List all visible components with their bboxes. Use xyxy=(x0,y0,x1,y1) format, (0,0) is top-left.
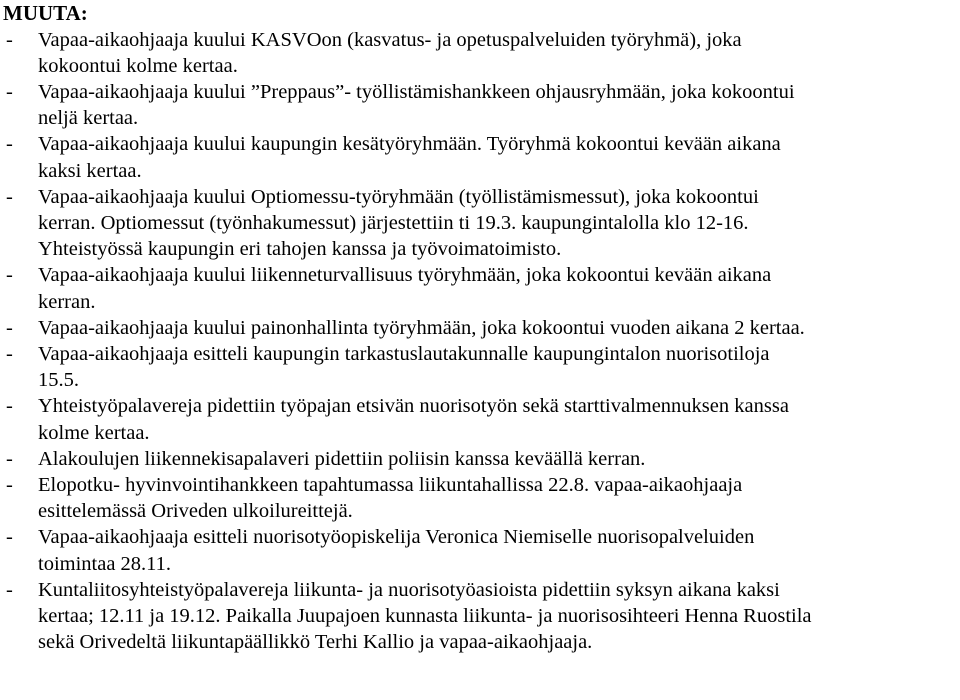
item-line: kerran. Optiomessut (työnhakumessut) järjestettiin ti 19.3. kaupungintalolla klo 12-16. xyxy=(38,211,749,234)
bullet-dash: - xyxy=(6,28,13,51)
item-line: kokoontui kolme kertaa. xyxy=(38,54,238,77)
list-item xyxy=(0,79,960,131)
bullet-dash: - xyxy=(6,578,13,601)
list-item xyxy=(0,446,960,472)
list-item xyxy=(0,184,960,263)
item-line: Yhteistyöpalavereja pidettiin työpajan etsivän nuorisotyön sekä starttivalmennuksen kanssa xyxy=(38,395,789,418)
bullet-dash: - xyxy=(6,526,13,549)
item-line: Alakoulujen liikennekisapalaveri pidettiin poliisin kanssa keväällä kerran. xyxy=(38,447,646,470)
list-item xyxy=(0,472,960,524)
item-line: Vapaa-aikaohjaaja kuului ”Preppaus”- työllistämishankkeen ohjausryhmään, joka kokoontui xyxy=(38,80,795,103)
item-line: Vapaa-aikaohjaaja esitteli kaupungin tarkastuslautakunnalle kaupungintalon nuorisotiloja xyxy=(38,342,770,365)
item-line: Vapaa-aikaohjaaja kuului liikenneturvallisuus työryhmään, joka kokoontui kevään aikana xyxy=(38,264,772,287)
item-line: Vapaa-aikaohjaaja kuului kaupungin kesätyöryhmään. Työryhmä kokoontui kevään aikana xyxy=(38,133,781,156)
bullet-dash: - xyxy=(6,133,13,156)
bullet-dash: - xyxy=(6,342,13,365)
list-item xyxy=(0,262,960,314)
bullet-dash: - xyxy=(6,473,13,496)
list-item xyxy=(0,393,960,445)
item-line: Yhteistyössä kaupungin eri tahojen kanssa ja työvoimatoimisto. xyxy=(38,238,562,261)
item-line: Vapaa-aikaohjaaja kuului painonhallinta työryhmään, joka kokoontui vuoden aikana 2 kertaa. xyxy=(38,316,805,339)
bullet-dash: - xyxy=(6,264,13,287)
bullet-dash: - xyxy=(6,316,13,339)
list-item xyxy=(0,27,960,79)
item-line: neljä kertaa. xyxy=(38,107,139,130)
item-line: Vapaa-aikaohjaaja esitteli nuorisotyöopiskelija Veronica Niemiselle nuorisopalveluiden xyxy=(38,526,755,549)
item-line: 15.5. xyxy=(38,369,79,392)
item-line: kertaa; 12.11 ja 19.12. Paikalla Juupajoen kunnasta liikunta- ja nuorisosihteeri Henna Ruostila xyxy=(38,604,812,627)
item-line: Vapaa-aikaohjaaja kuului Optiomessu-työryhmään (työllistämismessut), joka kokoontui xyxy=(38,185,759,208)
item-line: Elopotku- hyvinvointihankkeen tapahtumassa liikuntahallissa 22.8. vapaa-aikaohjaaja xyxy=(38,473,743,496)
list-item xyxy=(0,341,960,393)
bullet-dash: - xyxy=(6,447,13,470)
activity-list xyxy=(0,27,960,656)
list-item xyxy=(0,524,960,576)
list-item xyxy=(0,131,960,183)
list-item xyxy=(0,577,960,656)
item-line: kolme kertaa. xyxy=(38,421,150,444)
section-heading: MUUTA: xyxy=(3,1,88,25)
item-line: sekä Orivedeltä liikuntapäällikkö Terhi Kallio ja vapaa-aikaohjaaja. xyxy=(38,631,593,654)
item-line: Vapaa-aikaohjaaja kuului KASVOon (kasvatus- ja opetuspalveluiden työryhmä), joka xyxy=(38,28,742,51)
item-line: Kuntaliitosyhteistyöpalavereja liikunta- ja nuorisotyöasioista pidettiin syksyn aikana kaksi xyxy=(38,578,780,601)
list-item xyxy=(0,315,960,341)
item-line: kaksi kertaa. xyxy=(38,159,142,182)
bullet-dash: - xyxy=(6,80,13,103)
bullet-dash: - xyxy=(6,395,13,418)
item-line: kerran. xyxy=(38,290,96,313)
item-line: esittelemässä Oriveden ulkoilureittejä. xyxy=(38,500,353,523)
item-line: toimintaa 28.11. xyxy=(38,552,172,575)
bullet-dash: - xyxy=(6,185,13,208)
